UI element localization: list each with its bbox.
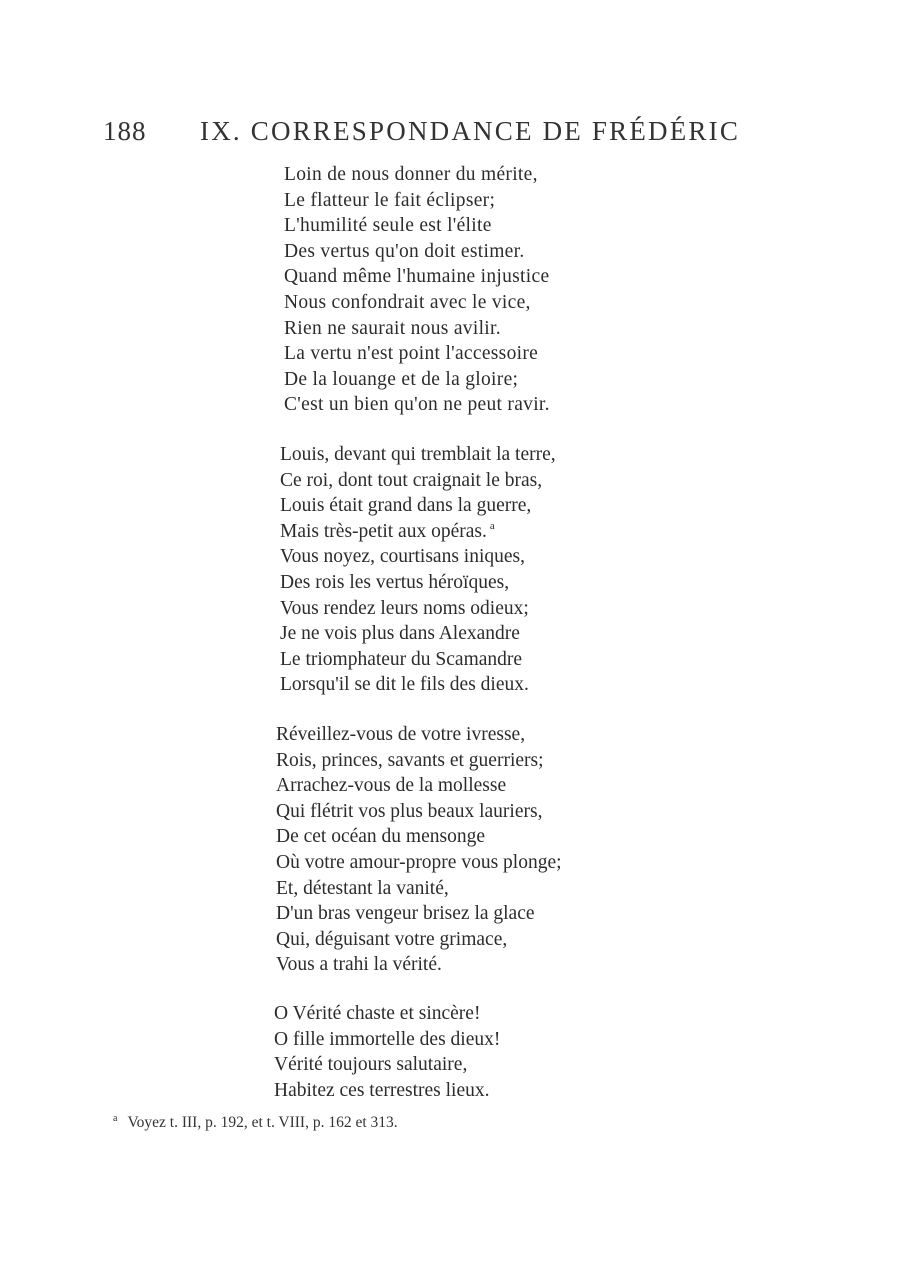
verse-line: Vous a trahi la vérité. [276,954,442,976]
verse-line: O Vérité chaste et sincère! [274,1003,481,1024]
verse-line: Rois, princes, savants et guerriers; [276,749,544,771]
poem-stanza-1 [284,162,550,418]
verse-line: Des vertus qu'on doit estimer. [284,240,525,262]
verse-line-text: Mais très-petit aux opéras. [280,520,487,542]
verse-line: O fille immortelle des dieux! [274,1028,501,1050]
verse-line: Quand même l'humaine injustice [284,266,550,288]
verse-line: C'est un bien qu'on ne peut ravir. [284,394,550,416]
footnote-marker: a [113,1113,118,1124]
verse-line: Et, détestant la vanité, [276,877,449,899]
verse-line: Où votre amour-propre vous plonge; [276,851,562,873]
verse-line: Loin de nous donner du mérite, [284,164,538,185]
verse-line: Vérité toujours salutaire, [274,1054,468,1076]
running-head: IX. CORRESPONDANCE DE FRÉDÉRIC [200,116,741,146]
verse-line-with-note [280,519,556,545]
verse-line: Qui flétrit vos plus beaux lauriers, [276,800,543,822]
verse-line: Habitez ces terrestres lieux. [274,1079,490,1101]
verse-line: Vous noyez, courtisans iniques, [280,546,525,568]
footnote-text: Voyez t. III, p. 192, et t. VIII, p. 162 et 313. [127,1114,398,1132]
verse-line: De cet océan du mensonge [276,826,485,848]
verse-line: Arrachez-vous de la mollesse [276,775,507,797]
verse-line: Des rois les vertus héroïques, [280,571,510,593]
verse-line: Louis était grand dans la guerre, [280,495,532,517]
verse-line: Je ne vois plus dans Alexandre [280,623,520,645]
footnote-reference[interactable]: a [489,520,495,533]
page-number: 188 [103,116,147,146]
verse-line: Nous confondrait avec le vice, [284,291,531,313]
verse-line: Lorsqu'il se dit le fils des dieux. [280,674,529,696]
verse-line: L'humilité seule est l'élite [284,215,492,237]
verse-line: Rien ne saurait nous avilir. [284,317,501,339]
verse-line: La vertu n'est point l'accessoire [284,343,539,365]
verse-line: Réveillez-vous de votre ivresse, [276,724,526,745]
verse-line: Qui, déguisant votre grimace, [276,928,508,950]
poem-stanza-4 [274,1001,500,1103]
verse-line: Vous rendez leurs noms odieux; [280,597,529,619]
verse-line: Le flatteur le fait éclipser; [284,189,496,211]
poem-stanza-3 [276,722,562,978]
verse-line: Ce roi, dont tout craignait le bras, [280,469,543,491]
poem-stanza-2 [280,442,556,698]
verse-line: Louis, devant qui tremblait la terre, [280,444,556,465]
verse-line: D'un bras vengeur brisez la glace [276,903,535,925]
verse-line: Le triomphateur du Scamandre [280,648,523,670]
footnote [113,1113,398,1132]
verse-line: De la louange et de la gloire; [284,368,519,390]
